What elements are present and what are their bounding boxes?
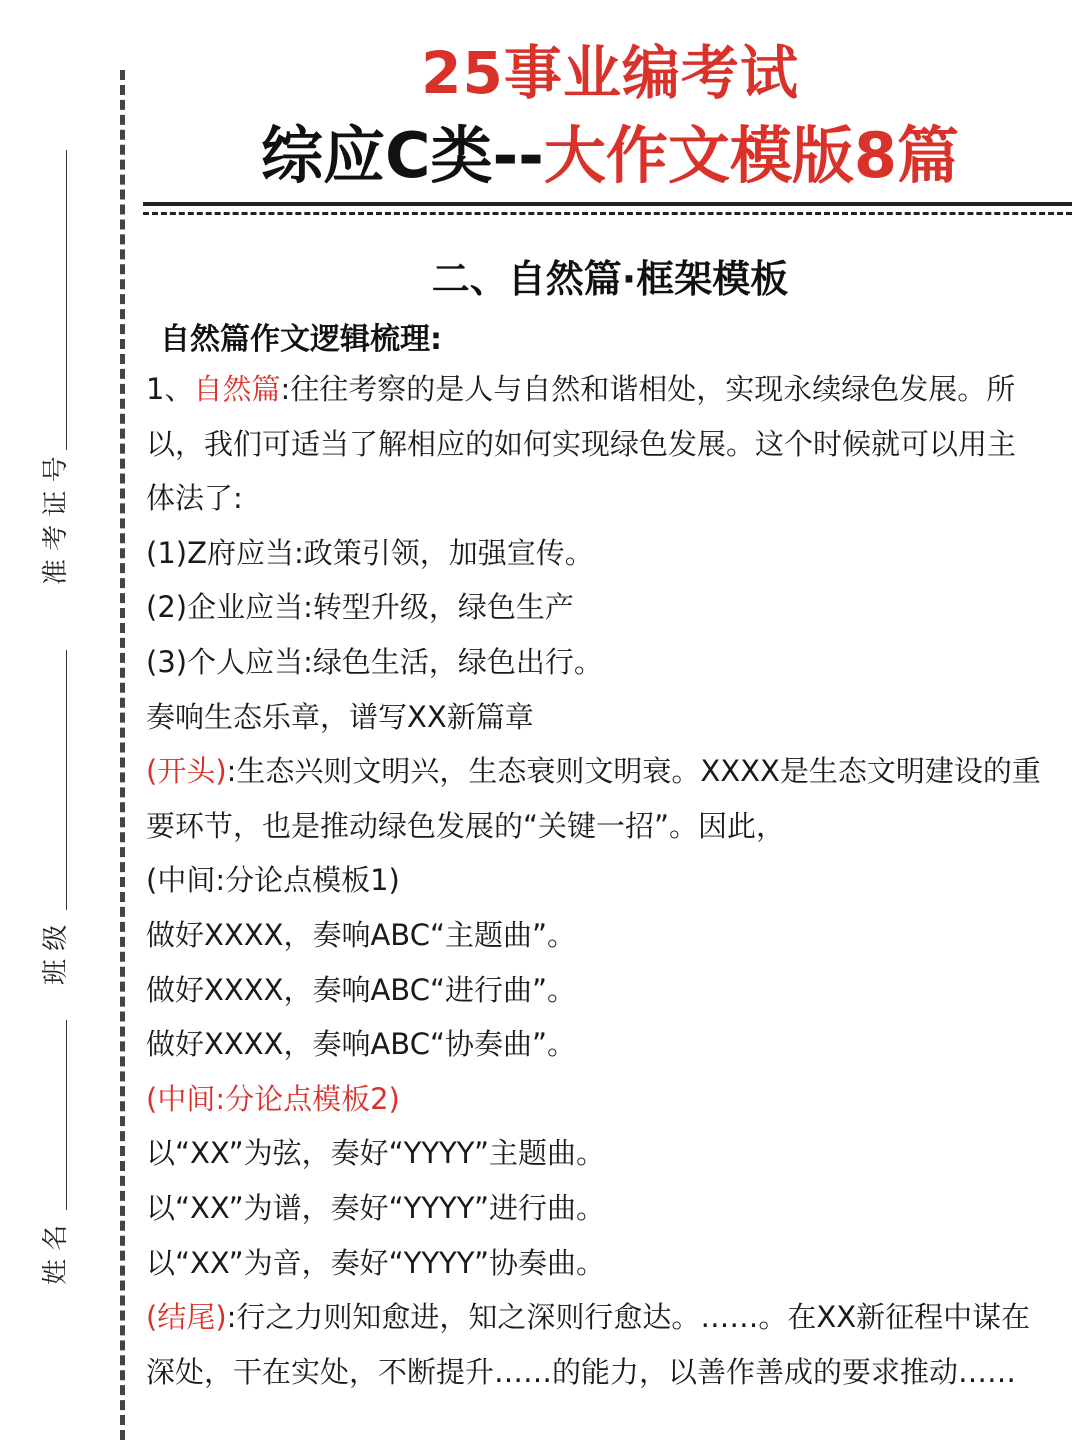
content-line [146,1072,1074,1127]
binding-dashed-line [120,70,125,1440]
content-line [146,1017,1074,1072]
line-text: :行之力则知愈进，知之深则行愈达。……。在XX新征程中谋在 [226,1300,1031,1335]
line-text: :生态兴则文明兴，生态衰则文明衰。XXXX是生态文明建设的重 [226,754,1041,789]
line-text: 做好XXXX，奏响ABC“协奏曲”。 [146,1027,576,1062]
content-line [146,580,1074,635]
title-red-part: 大作文模版8篇 [543,119,960,192]
line-red: (中间:分论点模板2) [146,1081,400,1116]
content-line [146,1181,1074,1236]
name-rule [66,1020,67,1210]
line-text: (1)Z府应当:政策引领，加强宣传。 [146,535,594,570]
line-text: 以“XX”为谱，奏好“YYYY”进行曲。 [146,1190,606,1225]
line-text: 以“XX”为音，奏好“YYYY”协奏曲。 [146,1245,606,1280]
content-line [146,1345,1074,1400]
content-line [146,635,1074,690]
line-text: 做好XXXX，奏响ABC“主题曲”。 [146,917,576,952]
essay-content [146,362,1074,1399]
title-black-part: 综应C类-- [260,119,544,192]
content-line [146,853,1074,908]
line-red: (开头) [146,754,227,789]
class-rule [66,650,67,910]
section-title: 二、自然篇·框架模板 [431,257,789,301]
header-divider-dashed [143,212,1072,215]
line-text: :往往考察的是人与自然和谐相处，实现永续绿色发展。所 [280,372,1016,406]
line-text: 要环节，也是推动绿色发展的“关键一招”。因此， [146,808,786,843]
exam-no-label: 准 考 证 号 [41,456,71,585]
content-line [146,1290,1074,1345]
content-line [146,471,1074,526]
line-red: (结尾) [146,1300,227,1335]
content-line [146,1236,1074,1291]
line-text: 体法了: [146,481,243,516]
content-line [146,362,1074,417]
content-line [146,744,1074,799]
page-title-line1: 25事业编考试 [421,39,799,107]
content-line [146,526,1074,581]
content-line [146,799,1074,854]
class-label: 班 级 [41,924,71,985]
line-text: (中间:分论点模板1) [146,863,400,898]
line-text: 以“XX”为弦，奏好“YYYY”主题曲。 [146,1136,606,1171]
header-divider-solid [143,202,1072,206]
line-text: (2)企业应当:转型升级，绿色生产 [146,590,574,625]
sub-title: 自然篇作文逻辑梳理: [160,322,442,357]
line-red: 自然篇 [193,372,281,406]
page-title-line2 [140,106,1080,195]
content-line [146,908,1074,963]
content-line [146,963,1074,1018]
line-text: 奏响生态乐章，谱写XX新篇章 [146,699,534,734]
content-line [146,417,1074,472]
name-label: 姓 名 [41,1224,71,1285]
line-prefix: 1、 [146,372,194,406]
line-text: (3)个人应当:绿色生活，绿色出行。 [146,644,603,679]
line-text: 做好XXXX，奏响ABC“进行曲”。 [146,972,576,1007]
content-line [146,690,1074,745]
content-line [146,1126,1074,1181]
exam-no-rule [66,150,67,450]
line-text: 深处，干在实处，不断提升……的能力，以善作善成的要求推动…… [146,1354,1017,1389]
line-text: 以，我们可适当了解相应的如何实现绿色发展。这个时候就可以用主 [146,426,1017,461]
